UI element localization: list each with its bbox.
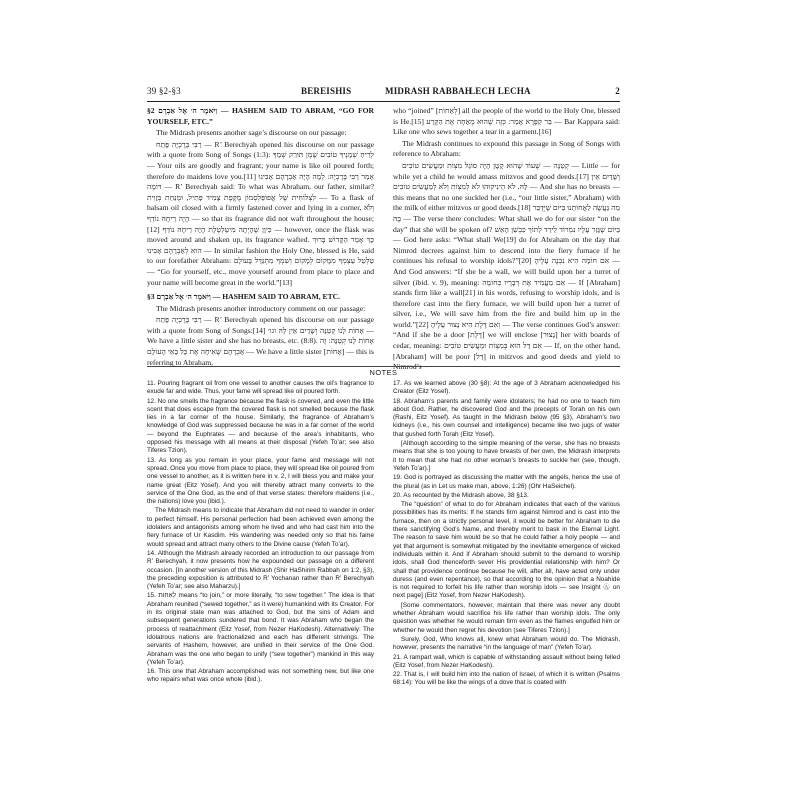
note: 11. Pouring fragrant oil from one vessel to another causes the oil’s fragrance to exude far and wide. Thus, your fame will spread like oil poured forth.	[147, 380, 374, 396]
note: 18. Abraham’s parents and family were idolaters; he had no one to teach him about God. Rather, he discovered God and the precepts of Torah on his own (Rashi, Eitz Yosef). As taught in the Midrash below (95 §3), Abraham’s two kidneys (i.e., his own counsel and intelligence) became like two jugs of water that gushed forth Torah (Eitz Yosef).	[393, 397, 620, 438]
work-title: MIDRASH RABBAH	[385, 86, 473, 96]
note: 12. No one smells the fragrance because the flask is covered, and even the little scent that does escape from the covered flask is not smelled because the flask lies in a far corner of the house. Similarly, the fragrance of Abraham’s knowledge of God was suppressed because he was in a far corner of the world — beyond the Euphrates — and because of the area’s inhabitants, who opposed his message with all means at their disposal (Yefeh To’ar; see also Tiferes Tzion).	[147, 397, 374, 455]
main-text-left-column	[147, 106, 375, 367]
paragraph: The Midrash presents another introductory comment on our passage:	[156, 303, 366, 313]
page-number: 2	[615, 86, 620, 96]
note: 21. A rampart wall, which is capable of withstanding assault without being felled (Eitz Yosef, from Nezer HaKodesh).	[393, 653, 620, 669]
note: 15. לְאַחוֹת means “to join,” or more literally, “to sew together.” The idea is that Abraham reunited (“sewed together,” as it were) humankind with its Creator. For in its original state man was attached to God, but the sins of Adam and subsequent generations sundered that bond. It was Abraham who began the process of reattachment (Eitz Yosef, from Nezer HaKodesh). Alternatively: The idolatrous nations are fractionalized and each has different strivings. The servants of Hashem, however, are unified in their service of the One God. Abraham was the one who began to unify (“sew together”) mankind in this way (Yefeh To’ar).	[147, 592, 374, 666]
note: Surely, God, Who knows all, knew what Abraham would do. The Midrash, however, presents the narrative “in the language of man” (Yefeh To’ar).	[393, 635, 620, 652]
note: 17. As we learned above (30 §8): At the age of 3 Abraham acknowledged his Creator (Eitz Yosef).	[393, 380, 620, 396]
notes-right-column	[393, 380, 620, 800]
section-heading: §3 וַיֹּאמֶר ה׳ אֶל אַבְרָם — HASHEM SAID TO ABRAM, ETC.	[147, 292, 341, 302]
section-reference: 39 §2-§3	[147, 86, 181, 96]
note: The Midrash means to indicate that Abraham did not need to wander in order to perfect himself. His personal perfection had been achieved even among the idolaters and antagonists among whom he lived and who had cast him into the fiery furnace of Ur Kasdim. His wandering was needed only so that his fame would spread and attract many others to the Divine cause (Yefeh To’ar).	[147, 507, 374, 548]
paragraph: The Midrash continues to expound this passage in Song of Songs with reference to Abraham:	[393, 138, 620, 159]
note: 13. As long as you remain in your place, your fame and message will not spread. Once you move from place to place, they will spread like oil poured from one vessel to another, as it is written here in v. 2, I will bless you and make your name great (Eitz Yosef). And you will thereby attract many converts to the service of the One God, as the end of that verse states: therefore maidens (i.e., the nations) love you (ibid.).	[147, 456, 374, 506]
paragraph: רַבִּי בֶּרֶכְיָה פָּתַח — R’ Berechyah opened his discourse on our passage with a quote from Song of Songs (1:3): לְרֵיחַ שְׁמָנֶיךָ טוֹבִים שֶׁמֶן תּוּרַק שְׁמֶךָ — Your oils are goodly and fragrant; your name is like oil poured forth; therefore do maidens love you.[11] אָמַר רַבִּי בֶּרֶכְיָה: לְמָה הָיָה אַבְרָהָם אָבִינוּ דּוֹמֶה — R’ Berechyah said: To what was Abraham, our father, similar? לִצְלוֹחִית שֶׁל אֲפוֹפַּלְסְמוֹן מֻקֶּפֶת צָמִיד פָּתִיל, וּמֻנַּחַת בְּזָוִית — To a flask of balsam oil closed with a firmly fastened cover and lying in a corner, וְלֹא הָיָה רֵיחָהּ נוֹדֵף — so that its fragrance did not waft throughout the house;[12] כֵּיוָן שֶׁהָיְתָה מִיטַּלְטֶלֶת הָיָה רֵיחָהּ נוֹדֵף — however, once the flask was moved around and shaken up, its fragrance wafted. כָּךְ אָמַר הַקָּדוֹשׁ בָּרוּךְ הוּא לְאַבְרָהָם אָבִינוּ — In similar fashion the Holy One, blessed is He, said to our forefather Abraham: טַלְטֵל עַצְמְךָ מִמָּקוֹם לְמָקוֹם וְשִׁמְךָ מִתְגַּדֵּל בָּעוֹלָם — “Go for yourself, etc., move yourself around from place to place and your name will become great in the world.”[13]	[147, 139, 375, 287]
note: 19. God is portrayed as discussing the matter with the angels, hence the use of the plural (as in Let us make man, above, 1:26) (Ohr HaSeichel).	[393, 474, 620, 490]
notes-left-column	[147, 380, 374, 800]
section-heading: §2 וַיֹּאמֶר ה׳ אֶל אַבְרָם — HASHEM SAID TO ABRAM, “GO FOR YOURSELF, ETC.”	[147, 106, 374, 126]
note: [Some commentators, however, maintain that there was never any doubt whether Abraham would sacrifice his life rather than worship idols. The only question was whether he would remain firm even as the flames engulfed him or whether he would then regret his devotion (see Tiferes Tzion).]	[393, 601, 620, 634]
note: 20. As recounted by the Midrash above, 38 §13.	[393, 491, 529, 499]
main-text-right-column	[393, 106, 621, 372]
notes-heading: NOTES	[369, 368, 398, 377]
book-name: BEREISHIS	[301, 86, 352, 96]
note: 22. That is, I will build him into the nation of Israel, of which it is written (Psalms 68:14): You will be like the wings of a dove that is coated with	[393, 671, 620, 687]
running-head	[147, 86, 620, 102]
paragraph: קְטַנָּה — שֶׁעוֹד שֶׁהוּא קָטָן הָיָה סוֹגֵל מִצְוֹת וּמַעֲשִׂים טוֹבִים — Little — for while yet a child he would amass mitzvos and good deeds.[17] וְשָׁדַיִם אֵין לָהּ, לֹא הֵינִיקוּהוּ לֹא לְמִצְוֹת וְלֹא לְמַעֲשִׂים טוֹבִים — And she has no breasts — this means that no one suckled her (i.e., “our little sister,” Abraham) with the milk of either mitzvos or good deeds.[18] מַה נַּעֲשֶׂה לַאֲחוֹתֵנוּ בַּיּוֹם שֶׁיְּדֻבַּר בָּהּ — The verse there concludes: What shall we do for our sister “on the day” that she will be spoken of? בַּיּוֹם שֶׁגָּזַר עָלָיו נִמְרוֹד לֵירֵד לְתוֹךְ כִּבְשַׁן הָאֵשׁ — God here asks: “What shall We[19] do for Abraham on the day that Nimrod decrees against him to descend into the fiery furnace if he continues his refusal to worship idols?”[20] אִם חוֹמָה הִיא נִבְנֶה עָלֶיהָ — And God answers: “If she be a wall, we will build upon her a turret of silver (ibid. v. 9), meaning: אִם מַעֲמִיד אֶת דְּבָרָיו כְּחוֹמָה — If [Abraham] stands firm like a wall[21] in his words, refusing to worship idols, and is therefore cast into the fiery furnace, we will build upon her a turret of silver, i.e., We will save him from the fire and build him up in the world.”[22] וְאִם דֶּלֶת הִיא נָצוּר עָלֶיהָ — The verse continues God’s answer: “And if she be a door [דֶּלֶת] we will enclose [נָצוּר] her with boards of cedar, meaning: אִם דַּל הוּא בְּמִצְוֹת וּמַעֲשִׂים טוֹבִים — If, on the other hand, [Abraham] will be poor [דַּל] in mitzvos and good deeds and yield to Nimrod’s	[393, 160, 621, 372]
header-rule	[147, 101, 620, 102]
note: [Although according to the simple meaning of the verse, she has no breasts means that she is too young to have breasts of her own, the Midrash interprets it to mean that she had no other woman’s breasts to suckle her (see, though, Yefeh To’ar).]	[393, 440, 620, 472]
note: 14. Although the Midrash already recorded an introduction to our passage from R’ Berechyah, it now presents how he expounded our passage on a different occasion. [In another version of this Midrash (Shir HaShirim Rabbah on 1:2, §3), the preceding exposition is attributed to R’ Yochanan rather than R’ Berechyah (Yefeh To’ar; see also Maharzu).]	[147, 549, 374, 591]
notes-rule	[147, 366, 620, 367]
parashah-name: LECH LECHA	[469, 86, 531, 96]
note: 16. This one that Abraham accomplished was not something new, but like one who repairs what was once whole (ibid.).	[147, 668, 374, 684]
paragraph: רַבִּי בֶּרֶכְיָה פָּתַח — R’ Berechyah opened his discourse on our passage with a quote from Song of Songs:[14] אָחוֹת לָנוּ קְטַנָּה וְשָׁדַיִם אֵין לָהּ וגו׳ — We have a little sister and she has no breasts, etc. (8:8). אָחוֹת לָנוּ קְטַנָּה: זֶה אַבְרָהָם שֶׁאִיחָה אֶת כָּל בָּאֵי הָעוֹלָם — We have a little sister [אָחוֹת] — this is referring to Abraham,	[147, 315, 375, 367]
paragraph: who “joined” [לְאַחוֹת] all the people of the world to the Holy One, blessed is He.[15] בַּר קַפָּרָא אָמַר: כְּזֶה שֶׁהוּא מְאַחָה אֶת הַקֶּרַע — Bar Kappara said: Like one who sews together a tear in a garment.[16]	[393, 106, 620, 137]
note: The “question” of what to do for Abraham indicates that each of the various possibilities has its merits: If he stands firm against Nimrod and is cast into the furnace, then on a strictly personal level, it would be better for Abraham to die there sanctifying God’s Name, and thereby merit to bask in the Eternal Light. The reason to save him would be so that he could father a holy people — and yet that argument is somewhat mitigated by the inevitable emergence of wicked individuals within it. And if Abraham should submit to the demand to worship idols, shall God thenceforth sever His providential relationship with him? Or shall that providence continue because he will, after all, have acted only under duress (and even repentance), so that according to the opinion that a Noahide is not required to forfeit his life rather than worship idols — see Insight Ⓐ on next page] (Eitz Yosef, from Nezer HaKodesh).	[393, 501, 620, 600]
paragraph: The Midrash presents another sage’s discourse on our passage:	[156, 128, 347, 138]
